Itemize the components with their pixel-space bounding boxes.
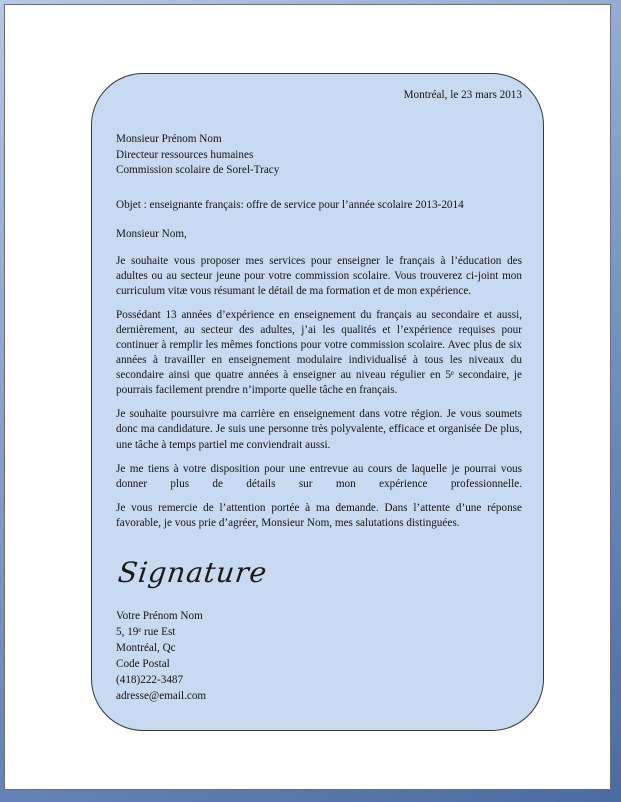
recipient-title-line: Directeur ressources humaines bbox=[116, 148, 254, 161]
sender-name-line: Votre Prénom Nom bbox=[116, 610, 203, 622]
paragraph-entrevue: Je me tiens à votre disposition pour une entrevue au cours de laquelle je pourrai vous donner plus de détails sur mon expérience professionnelle. bbox=[116, 462, 522, 490]
recipient-org-line: Commission scolaire de Sorel-Tracy bbox=[116, 163, 280, 176]
paragraph-intro: Je souhaite vous proposer mes services pour enseigner le français à l’éducation des adultes ou au secteur jeune pour votre commission scolaire. Vous trouverez ci-joint mon curriculum vitæ vous résumant le détail de ma formation et de mon expérience. bbox=[116, 254, 522, 297]
sender-block bbox=[116, 608, 522, 704]
sender-email-line: adresse@email.com bbox=[116, 690, 207, 702]
signature-handwriting: Signature bbox=[116, 556, 270, 589]
sender-address-line: 5, 19ᵉ rue Est bbox=[116, 626, 176, 638]
recipient-name-line: Monsieur Prénom Nom bbox=[116, 133, 222, 146]
date-line: Montréal, le 23 mars 2013 bbox=[403, 89, 522, 101]
subject-line: Objet : enseignante français: offre de service pour l’année scolaire 2013-2014 bbox=[116, 199, 464, 212]
sender-city-line: Montréal, Qc bbox=[116, 642, 176, 654]
paragraph-experience: Possédant 13 années d’expérience en enseignement du français au secondaire et aussi, dernièrement, au secteur des adultes, j’ai les qualités et l’expérience requises pour continuer à remplir les mêmes fonctions pour votre commission scolaire. Avec plus de six années à travailler en enseignement modulaire individualisé à tous les niveaux du secondaire ainsi que quatre années à enseigner au niveau régulier en 5ᵉ secondaire, je pourrais facilement prendre n’importe quelle tâche en français. bbox=[116, 308, 522, 397]
paragraph-candidature: Je souhaite poursuivre ma carrière en enseignement dans votre région. Je vous soumets donc ma candidature. Je suis une personne très polyvalente, efficace et organisée De plus, une tâche à temps partiel me conviendrait aussi. bbox=[116, 408, 522, 451]
sender-postal-line: Code Postal bbox=[116, 658, 170, 670]
letter-card bbox=[91, 73, 544, 731]
letter-page bbox=[4, 4, 611, 790]
letter-content bbox=[116, 74, 522, 704]
sender-phone-line: (418)222-3487 bbox=[116, 674, 184, 686]
paragraph-remerciement: Je vous remercie de l’attention portée à ma demande. Dans l’attente d’une réponse favorable, je vous prie d’agréer, Monsieur Nom, mes salutations distinguées. bbox=[116, 501, 522, 529]
recipient-block bbox=[116, 132, 522, 178]
salutation-line: Monsieur Nom, bbox=[116, 228, 187, 241]
